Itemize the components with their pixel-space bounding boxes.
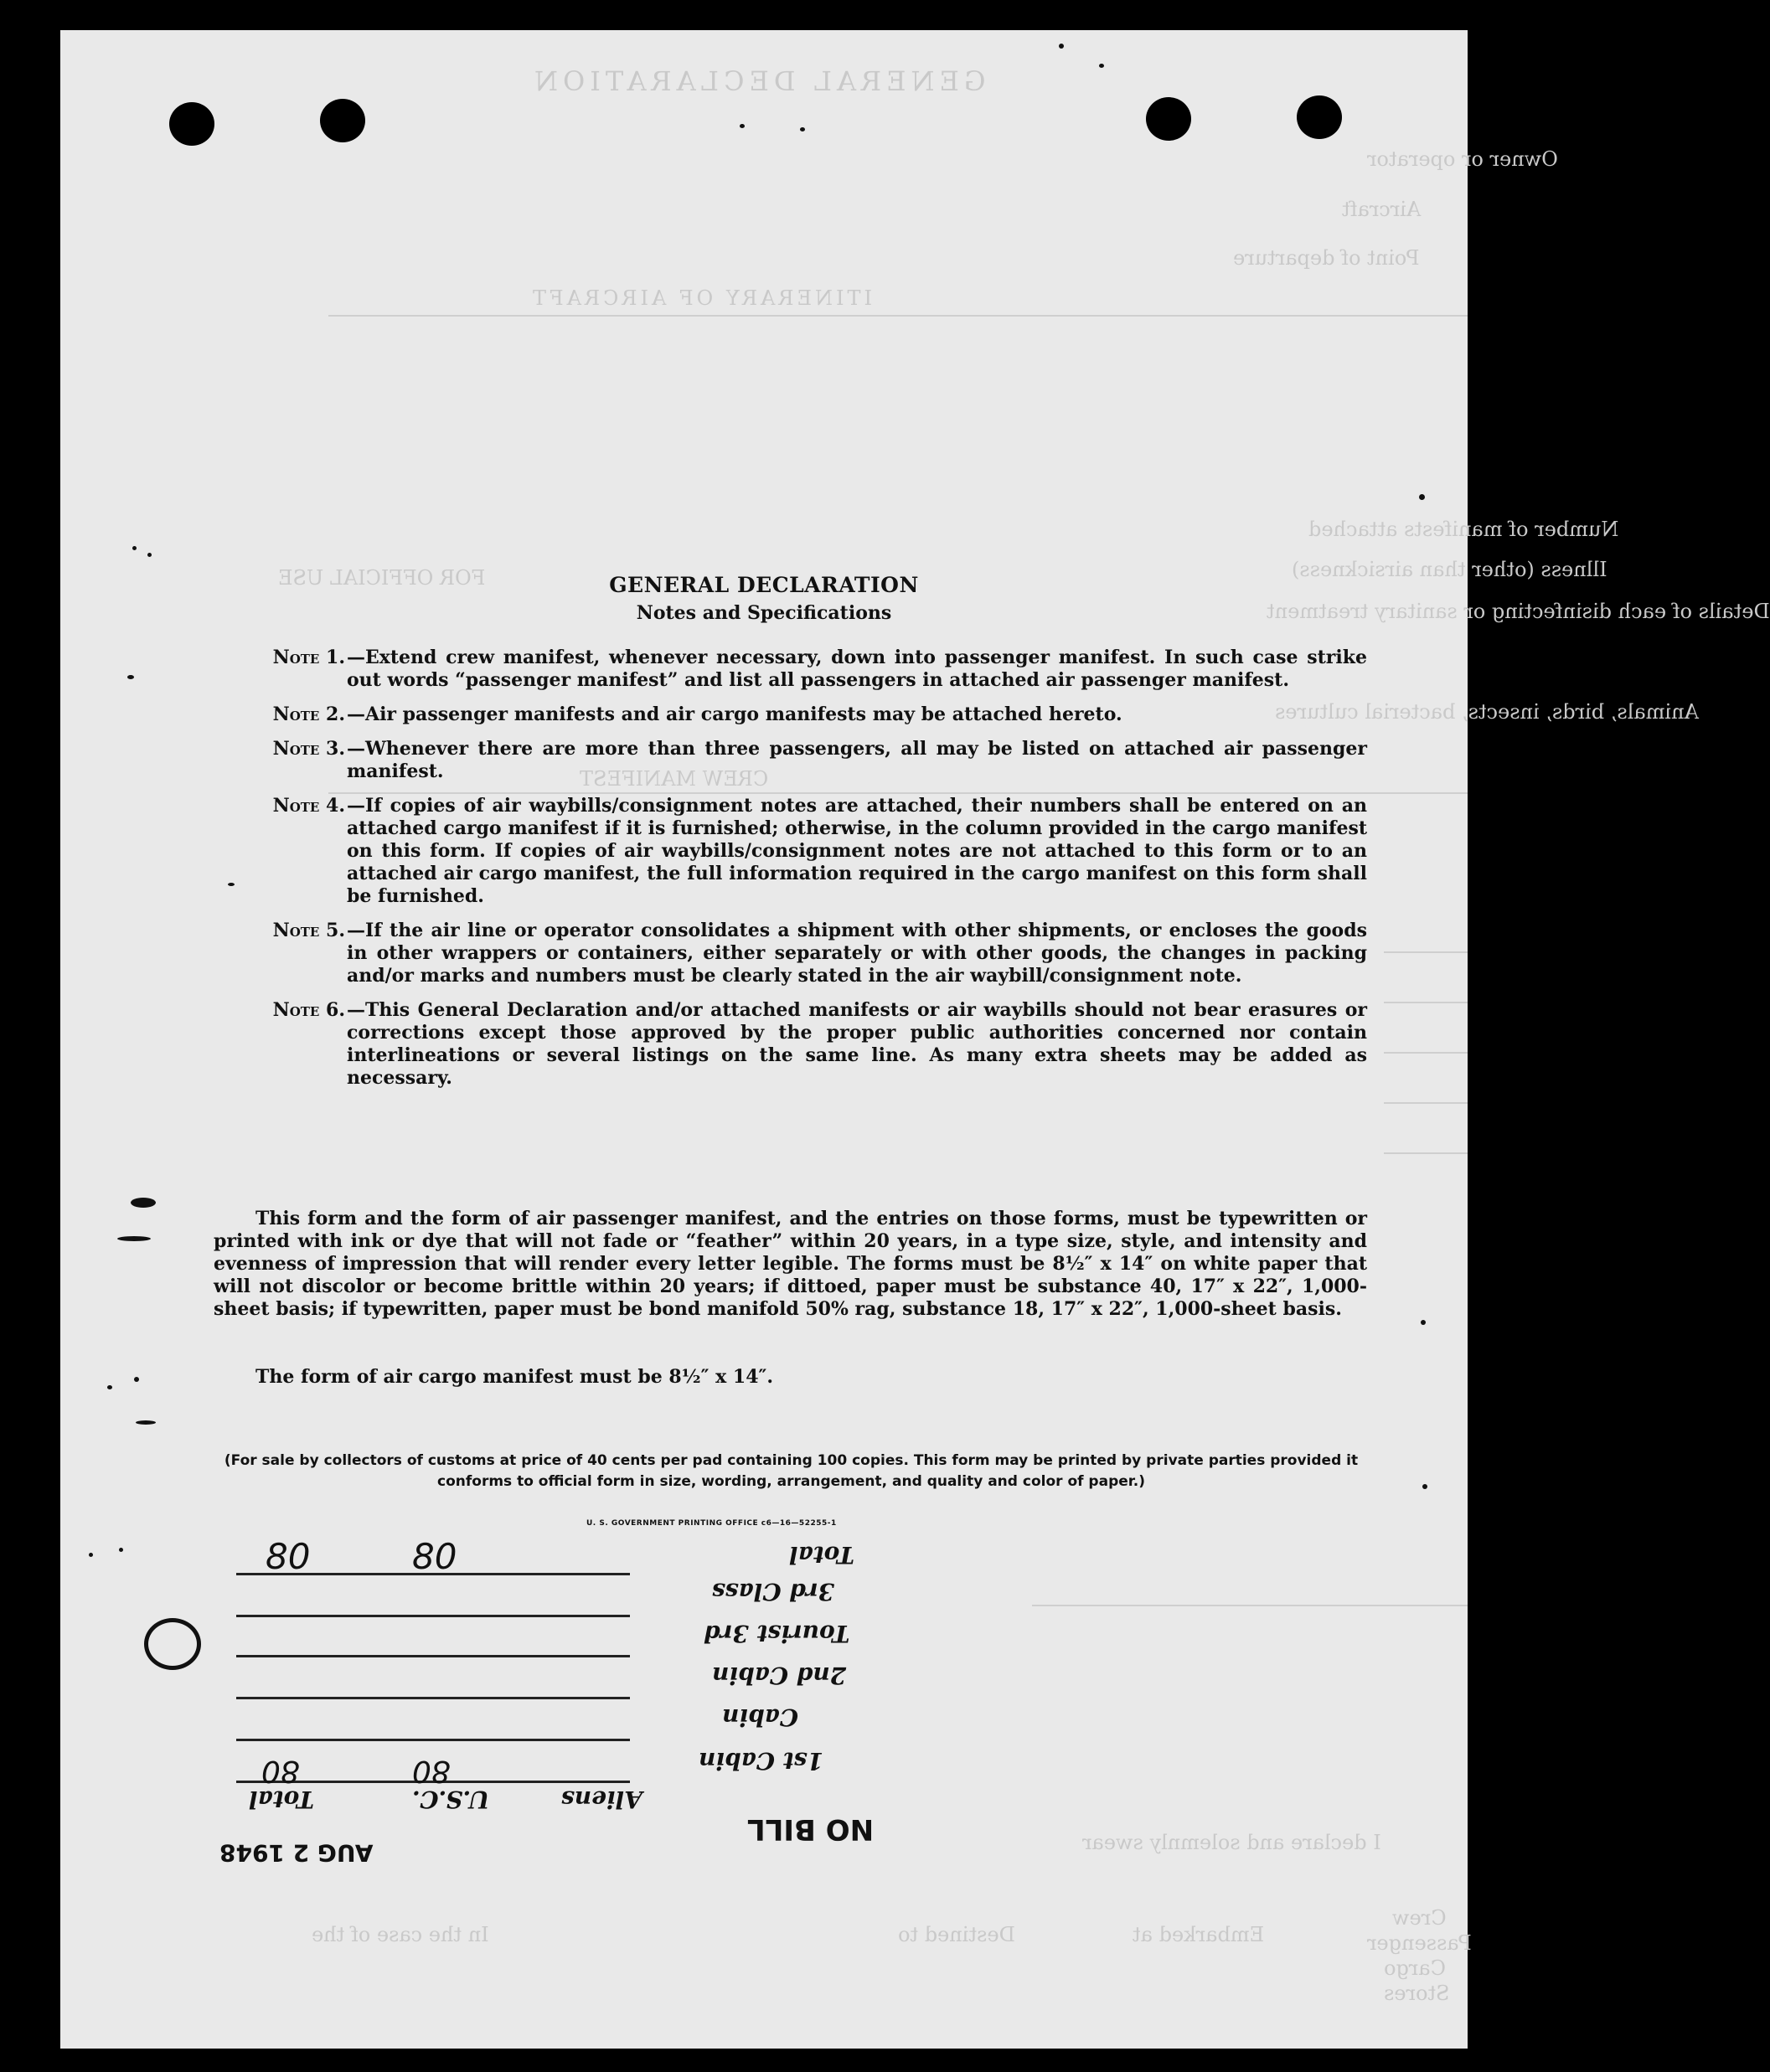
sale-notice: (For sale by collectors of customs at price of 40 cents per pad containing 100 copies. This form may be printed by private parties provided it conforms to official form in size, wording, arrangement, and quality and color of paper.) [224,1452,1359,1490]
note-4 [215,795,1367,908]
note-label: Note 6. [272,999,345,1021]
note-label: Note 3. [272,738,345,760]
bleed-through-text: Illness (other than airsickness) [1292,558,1607,581]
bleed-through-text: GENERAL DECLARATION [529,65,986,97]
note-text: —Extend crew manifest, whenever necessary, down into passenger manifest. In such case strike out words “passenger manifest” and list all passengers in attached air passenger manifest. [347,647,1367,691]
bleed-through-text: CREW MANIFEST [580,767,769,791]
row-label-3rd-class: 3rd Class [712,1578,835,1606]
table-rule [236,1655,630,1657]
notes-list [215,647,1367,1101]
handwritten-total-usc: 80 [412,1536,457,1577]
bleed-through-text: In the case of the [312,1923,489,1946]
bleed-through-text: Number of manifests attached [1308,518,1619,541]
speck [1059,44,1064,49]
handwritten-circle-mark [144,1618,201,1670]
note-label: Note 5. [272,920,345,941]
punch-hole [1297,95,1342,139]
column-header-aliens: Aliens [561,1786,642,1813]
bleed-through-text: Destined to [898,1923,1015,1946]
speck [136,1420,156,1425]
bleed-through-text: Passenger [1367,1931,1472,1955]
speck [134,1377,139,1382]
column-header-usc: U.S.C. [412,1786,490,1813]
bleed-through-line [328,315,1468,317]
note-text: —Whenever there are more than three passengers, all may be listed on attached air passenger manifest. [347,738,1367,782]
column-header-total: Total [249,1786,315,1813]
table-rule [236,1615,630,1617]
speck [119,1548,123,1552]
punch-hole [169,102,214,146]
bleed-through-text: Embarked at [1133,1923,1265,1946]
handwritten-total-column: 80 [261,1754,300,1788]
speck [228,883,235,886]
note-text: —Air passenger manifests and air cargo manifests may be attached hereto. [347,704,1122,725]
bleed-through-text: Owner or operator [1367,147,1558,171]
note-2 [215,704,1367,726]
speck [147,553,152,557]
note-label: Note 2. [272,704,345,725]
note-1 [215,647,1367,692]
bleed-through-text: Details of each disinfecting or sanitary treatment [1267,600,1770,623]
bleed-through-text: Crew [1392,1906,1447,1930]
note-5 [215,920,1367,987]
table-rule [236,1739,630,1741]
bleed-through-text: Stores [1384,1982,1450,2005]
bleed-through-text: Cargo [1384,1956,1446,1980]
bleed-through-text: Aircraft [1342,198,1422,221]
speck [131,1198,156,1208]
declaration-heading [60,573,1468,624]
handwritten-total: 80 [266,1536,311,1577]
note-3 [215,738,1367,783]
note-label: Note 4. [272,795,345,817]
punch-hole [320,99,365,142]
note-label: Note 1. [272,647,345,668]
speck [1421,1320,1426,1325]
bleed-through-line [1384,1052,1468,1054]
printer-imprint: U. S. GOVERNMENT PRINTING OFFICE c6—16—52255-1 [586,1519,837,1528]
note-text: —If the air line or operator consolidates a shipment with other shipments, or encloses the goods in other wrappers or containers, either separately or with other goods, the changes in packing and/or marks and numbers must be clearly stated in the air waybill/consignment note. [347,920,1367,987]
speck [89,1553,93,1557]
row-label-cabin: Cabin [722,1703,798,1731]
punch-hole [1146,97,1191,141]
bleed-through-line [1384,1102,1468,1104]
speck [117,1236,151,1241]
bleed-through-line [1384,1002,1468,1003]
document-page [60,30,1770,2049]
no-bill-stamp: NO BILL [747,1812,875,1846]
bleed-through-text: FOR OFFICIAL USE [278,566,486,590]
speck [132,546,137,550]
speck [740,124,745,128]
handwritten-usc-column: 80 [412,1754,451,1788]
table-rule [236,1697,630,1699]
cargo-manifest-size-line: The form of air cargo manifest must be 8½″ x 14″. [255,1366,773,1388]
row-label-total: Total [789,1541,855,1569]
speck [107,1385,112,1389]
speck [127,675,134,679]
page-title: GENERAL DECLARATION [609,573,919,597]
row-label-1st-cabin: 1st Cabin [699,1747,823,1775]
note-text: —If copies of air waybills/consignment notes are attached, their numbers shall be entered on an attached cargo manifest if it is furnished; otherwise, in the column provided in the cargo manifest on this form. If copies of air waybills/consignment notes are not attached to this form or to an attached air cargo manifest, the full information required in the cargo manifest on this form shall be furnished. [347,795,1367,907]
date-stamp: AUG 2 1948 [219,1839,374,1867]
page-subtitle: Notes and Specifications [636,602,892,624]
bleed-through-text: Point of departure [1233,246,1420,270]
note-6 [215,999,1367,1090]
speck [1419,494,1425,500]
bleed-through-text: I declare and solemnly swear [1082,1831,1381,1854]
row-label-tourist-3rd: Tourist 3rd [704,1620,850,1647]
bleed-through-text: ITINERARY OF AIRCRAFT [529,286,872,310]
bleed-through-line [1032,1605,1468,1606]
speck [1099,64,1104,68]
speck [1422,1484,1427,1489]
bleed-through-line [1384,951,1468,953]
note-text: —This General Declaration and/or attached manifests or air waybills should not bear erasures or corrections except those approved by the proper public authorities concerned nor contain interlineations or several listings on the same line. As many extra sheets may be added as necessary. [347,999,1367,1089]
row-label-2nd-cabin: 2nd Cabin [712,1662,847,1689]
specification-paragraph: This form and the form of air passenger manifest, and the entries on those forms, must be typewritten or printed with ink or dye that will not fade or “feather” within 20 years, in a type size, style, and intensity and evenness of impression that will render every letter legible. The forms must be 8½″ x 14″ on white paper that will not discolor or become brittle within 20 years; if dittoed, paper must be substance 40, 17″ x 22″, 1,000-sheet basis; if typewritten, paper must be bond manifold 50% rag, substance 18, 17″ x 22″, 1,000-sheet basis. [214,1208,1367,1320]
speck [800,127,805,131]
bleed-through-line [1384,1152,1468,1154]
bleed-through-text: Animals, birds, insects, bacterial cultures [1275,700,1699,724]
